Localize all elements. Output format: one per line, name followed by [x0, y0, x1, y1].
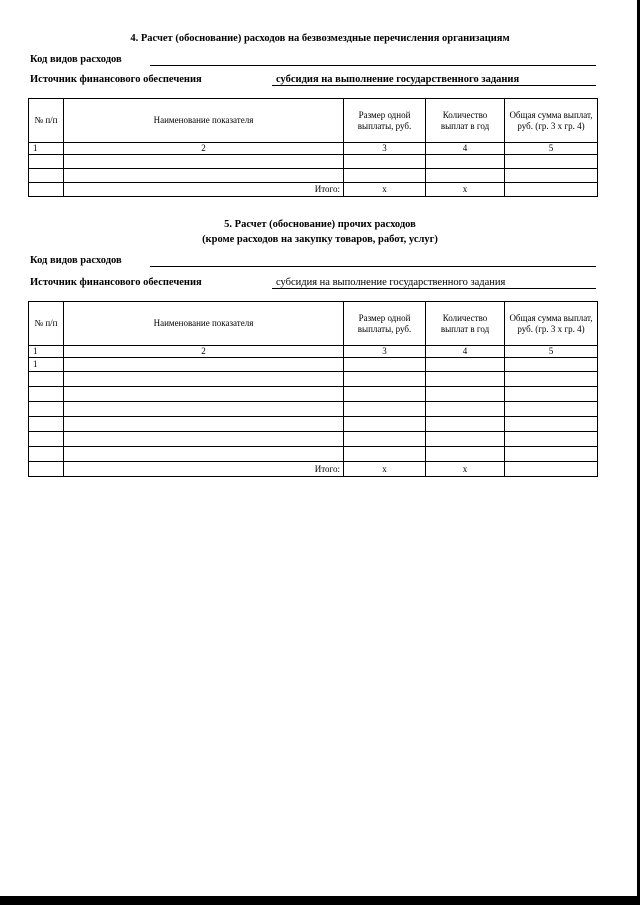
header-total: Общая сумма выплат, руб. (гр. 3 х гр. 4) [505, 302, 598, 346]
col-number: 4 [426, 143, 505, 155]
total-count: x [426, 183, 505, 197]
table-header-row [29, 302, 598, 346]
section5-title-line2: (кроме расходов на закупку товаров, работ, услуг) [202, 234, 438, 245]
table-header-row [29, 99, 598, 143]
section4-title: 4. Расчет (обоснование) расходов на безвозмездные перечисления организациям [130, 33, 510, 44]
total-sum [505, 462, 598, 477]
section5-table [28, 301, 598, 477]
col-number: 5 [505, 143, 598, 155]
total-label: Итого: [64, 462, 344, 477]
header-name: Наименование показателя [64, 302, 344, 346]
col-number: 4 [426, 346, 505, 358]
col-number: 5 [505, 346, 598, 358]
section4-kod-label: Код видов расходов [30, 54, 122, 65]
total-row [29, 183, 598, 197]
section5-source-label: Источник финансового обеспечения [30, 277, 202, 288]
table-row [29, 387, 598, 402]
total-sum [505, 183, 598, 197]
table-row [29, 417, 598, 432]
row-number: 1 [29, 358, 64, 372]
section5-title-line1: 5. Расчет (обоснование) прочих расходов [224, 219, 416, 230]
column-numbers-row [29, 346, 598, 358]
table-row [29, 432, 598, 447]
section4-table [28, 98, 598, 197]
col-number: 2 [64, 143, 344, 155]
section5-kod-line [150, 266, 596, 267]
header-num: № п/п [29, 302, 64, 346]
col-number: 3 [344, 143, 426, 155]
section5-source-value: субсидия на выполнение государственного задания [276, 277, 506, 288]
header-num: № п/п [29, 99, 64, 143]
section4-source-value: субсидия на выполнение государственного задания [276, 74, 520, 85]
header-size: Размер одной выплаты, руб. [344, 302, 426, 346]
section5-kod-label: Код видов расходов [30, 255, 122, 266]
table-row [29, 155, 598, 169]
table-row [29, 402, 598, 417]
table-row [29, 358, 598, 372]
col-number: 1 [29, 346, 64, 358]
column-numbers-row [29, 143, 598, 155]
col-number: 3 [344, 346, 426, 358]
header-total: Общая сумма выплат, руб. (гр. 3 х гр. 4) [505, 99, 598, 143]
col-number: 2 [64, 346, 344, 358]
total-row [29, 462, 598, 477]
header-name: Наименование показателя [64, 99, 344, 143]
section4-source-label: Источник финансового обеспечения [30, 74, 202, 85]
table-row [29, 372, 598, 387]
total-size: x [344, 462, 426, 477]
total-count: x [426, 462, 505, 477]
total-size: x [344, 183, 426, 197]
table-row [29, 169, 598, 183]
total-label: Итого: [64, 183, 344, 197]
page-bottom-edge [0, 896, 640, 905]
header-count: Количество выплат в год [426, 99, 505, 143]
section4-kod-line [150, 65, 596, 66]
col-number: 1 [29, 143, 64, 155]
table-row [29, 447, 598, 462]
header-size: Размер одной выплаты, руб. [344, 99, 426, 143]
header-count: Количество выплат в год [426, 302, 505, 346]
